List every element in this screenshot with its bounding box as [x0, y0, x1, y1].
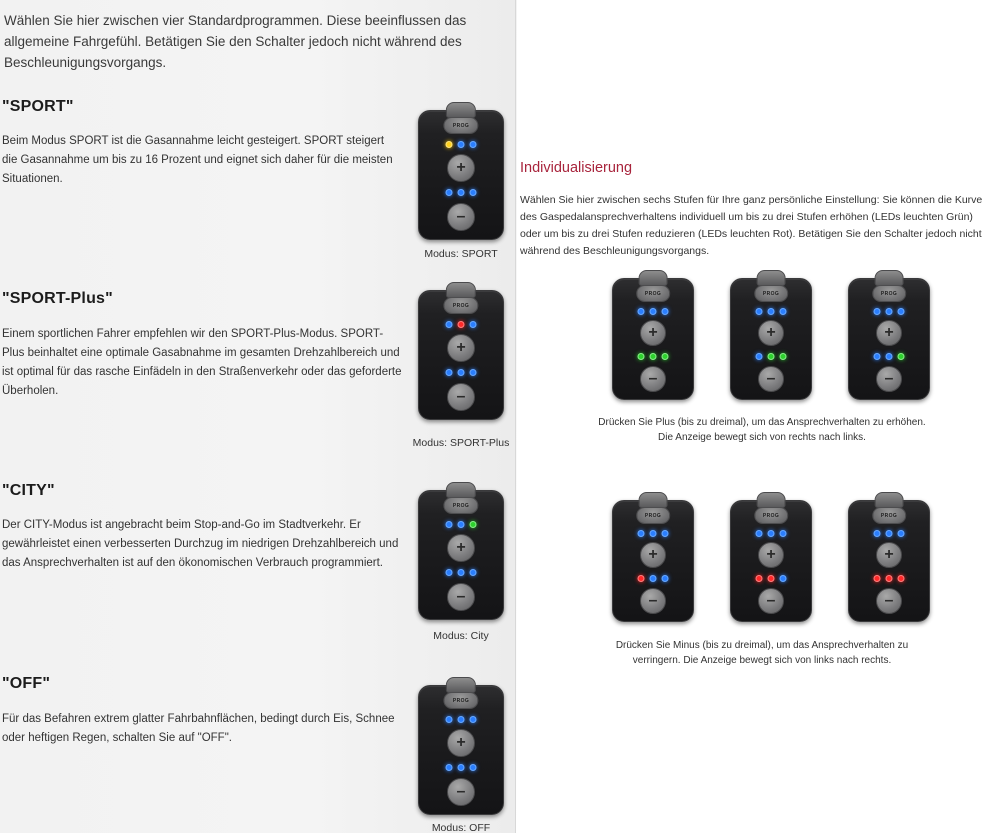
led — [768, 575, 775, 582]
device-tab — [446, 482, 476, 498]
led — [898, 308, 905, 315]
led — [446, 521, 453, 528]
device-minus-step-2[interactable] — [730, 500, 812, 622]
led-row-bottom — [446, 189, 477, 196]
led — [768, 353, 775, 360]
led — [898, 353, 905, 360]
prog-label: PROG — [636, 507, 670, 524]
led — [886, 308, 893, 315]
device-city[interactable] — [418, 490, 504, 620]
section-title-sport-plus: "SPORT-Plus" — [2, 290, 113, 307]
led — [470, 521, 477, 528]
plus-button[interactable]: + — [447, 534, 475, 562]
prog-label: PROG — [443, 692, 478, 709]
plus-button[interactable]: + — [876, 542, 902, 568]
prog-label: PROG — [443, 297, 478, 314]
device-tab — [446, 102, 476, 118]
minus-button[interactable]: – — [447, 203, 475, 231]
led-row-bottom — [874, 575, 905, 582]
minus-button[interactable]: – — [758, 366, 784, 392]
prog-label: PROG — [754, 285, 788, 302]
led — [458, 141, 465, 148]
caption-plus-row: Drücken Sie Plus (bis zu dreimal), um das Ansprechverhalten zu erhöhen. Die Anzeige bewegt sich von rechts nach links. — [598, 417, 926, 443]
section-body-sport-plus: Einem sportlichen Fahrer empfehlen wir den SPORT-Plus-Modus. SPORT-Plus beinhaltet eine optimale Gasabnahme im gesamten Drehzahlbereich und ist optimal für das rasche Einfädeln in den Straßenverkehr oder das geforderte Überholen. — [2, 328, 402, 397]
led-row-top — [446, 141, 477, 148]
led — [470, 141, 477, 148]
minus-button[interactable]: – — [876, 588, 902, 614]
prog-label: PROG — [872, 285, 906, 302]
led — [756, 575, 763, 582]
led-row-top — [756, 308, 787, 315]
led-row-bottom — [446, 764, 477, 771]
led-row-bottom — [446, 569, 477, 576]
led — [470, 764, 477, 771]
prog-label: PROG — [443, 497, 478, 514]
device-plus-step-1[interactable] — [612, 278, 694, 400]
led — [638, 575, 645, 582]
led-row-top — [638, 530, 669, 537]
led — [756, 308, 763, 315]
minus-button[interactable]: – — [640, 588, 666, 614]
led — [768, 530, 775, 537]
prog-label: PROG — [443, 117, 478, 134]
caption-minus-row: Drücken Sie Minus (bis zu dreimal), um das Ansprechverhalten zu verringern. Die Anzeige bewegt sich von links nach rechts. — [615, 640, 909, 666]
led — [458, 189, 465, 196]
led — [874, 308, 881, 315]
device-tab — [875, 492, 904, 508]
led-row-top — [756, 530, 787, 537]
device-sport[interactable] — [418, 110, 504, 240]
led — [780, 353, 787, 360]
led — [470, 716, 477, 723]
led — [470, 321, 477, 328]
led — [756, 353, 763, 360]
led — [886, 353, 893, 360]
led — [638, 308, 645, 315]
device-tab — [639, 492, 668, 508]
led-row-top — [638, 308, 669, 315]
caption-sport: Modus: SPORT — [424, 248, 498, 260]
minus-button[interactable]: – — [447, 778, 475, 806]
led — [458, 569, 465, 576]
led-row-bottom — [638, 575, 669, 582]
led-row-top — [446, 521, 477, 528]
minus-button[interactable]: – — [447, 583, 475, 611]
device-tab — [446, 282, 476, 298]
plus-button[interactable]: + — [758, 320, 784, 346]
led — [470, 189, 477, 196]
plus-button[interactable]: + — [876, 320, 902, 346]
section-body-off: Für das Befahren extrem glatter Fahrbahnflächen, bedingt durch Eis, Schnee oder heftigen Regen, schalten Sie auf "OFF". — [2, 713, 395, 744]
led — [662, 308, 669, 315]
device-minus-step-3[interactable] — [848, 500, 930, 622]
led — [446, 569, 453, 576]
led — [650, 530, 657, 537]
prog-label: PROG — [754, 507, 788, 524]
led — [756, 530, 763, 537]
caption-off: Modus: OFF — [431, 822, 491, 834]
led — [470, 569, 477, 576]
minus-button[interactable]: – — [640, 366, 666, 392]
led — [780, 575, 787, 582]
individualization-title: Individualisierung — [520, 160, 633, 176]
led — [898, 530, 905, 537]
led — [458, 764, 465, 771]
led — [458, 321, 465, 328]
caption-sport-plus: Modus: SPORT-Plus — [412, 437, 510, 449]
device-minus-step-1[interactable] — [612, 500, 694, 622]
device-plus-step-3[interactable] — [848, 278, 930, 400]
led — [446, 141, 453, 148]
led — [446, 716, 453, 723]
led — [874, 353, 881, 360]
section-title-sport: "SPORT" — [2, 98, 74, 115]
individualization-body: Wählen Sie hier zwischen sechs Stufen für Ihre ganz persönliche Einstellung: Sie können die Kurve des Gaspedalansprechverhaltens individuell um bis zu drei Stufen erhöhen (LEDs leuchten Grün) oder um bis zu drei Stufen reduzieren (LEDs leuchten Rot). Betätigen Sie den Schalter jedoch nicht während des Beschleunigungsvorgangs. — [520, 194, 983, 257]
device-plus-step-2[interactable] — [730, 278, 812, 400]
led — [662, 530, 669, 537]
led-row-bottom — [756, 353, 787, 360]
section-title-city: "CITY" — [2, 482, 55, 499]
led — [650, 575, 657, 582]
led — [638, 530, 645, 537]
plus-button[interactable]: + — [447, 334, 475, 362]
led — [458, 521, 465, 528]
device-tab — [639, 270, 668, 286]
plus-button[interactable]: + — [758, 542, 784, 568]
led — [650, 353, 657, 360]
led-row-top — [874, 308, 905, 315]
led — [446, 764, 453, 771]
led-row-bottom — [638, 353, 669, 360]
led-row-bottom — [874, 353, 905, 360]
minus-button[interactable]: – — [876, 366, 902, 392]
prog-label: PROG — [872, 507, 906, 524]
led — [886, 530, 893, 537]
led — [898, 575, 905, 582]
intro-paragraph: Wählen Sie hier zwischen vier Standardprogrammen. Diese beeinflussen das allgemeine Fahrgefühl. Betätigen Sie den Schalter jedoch nicht während des Beschleunigungsvorgangs. — [4, 13, 467, 70]
led-row-top — [446, 321, 477, 328]
section-title-off: "OFF" — [2, 675, 51, 692]
led — [886, 575, 893, 582]
led-row-bottom — [756, 575, 787, 582]
led — [458, 369, 465, 376]
section-body-city: Der CITY-Modus ist angebracht beim Stop-and-Go im Stadtverkehr. Er gewährleistet einen verbesserten Durchzug im niedrigen Drehzahlbereich und das Ansprechverhalten ist auf den ökonomischen Verbrauch programmiert. — [2, 519, 399, 569]
plus-button[interactable]: + — [640, 320, 666, 346]
led — [874, 530, 881, 537]
led — [874, 575, 881, 582]
led — [780, 308, 787, 315]
led — [446, 189, 453, 196]
led — [470, 369, 477, 376]
device-tab — [757, 270, 786, 286]
led — [458, 716, 465, 723]
led — [650, 308, 657, 315]
led — [780, 530, 787, 537]
device-tab — [446, 677, 476, 693]
section-body-sport: Beim Modus SPORT ist die Gasannahme leicht gesteigert. SPORT steigert die Gasannahme um bis zu 16 Prozent und eignet sich daher für die meisten Situationen. — [2, 135, 393, 185]
led — [768, 308, 775, 315]
led — [446, 369, 453, 376]
led — [446, 321, 453, 328]
device-tab — [875, 270, 904, 286]
plus-button[interactable]: + — [447, 154, 475, 182]
minus-button[interactable]: – — [447, 383, 475, 411]
led-row-top — [446, 716, 477, 723]
led — [662, 353, 669, 360]
led-row-top — [874, 530, 905, 537]
device-sport-plus[interactable] — [418, 290, 504, 420]
device-off[interactable] — [418, 685, 504, 815]
caption-city: Modus: City — [433, 630, 489, 642]
plus-button[interactable]: + — [447, 729, 475, 757]
led — [662, 575, 669, 582]
prog-label: PROG — [636, 285, 670, 302]
plus-button[interactable]: + — [640, 542, 666, 568]
minus-button[interactable]: – — [758, 588, 784, 614]
device-tab — [757, 492, 786, 508]
led — [638, 353, 645, 360]
led-row-bottom — [446, 369, 477, 376]
